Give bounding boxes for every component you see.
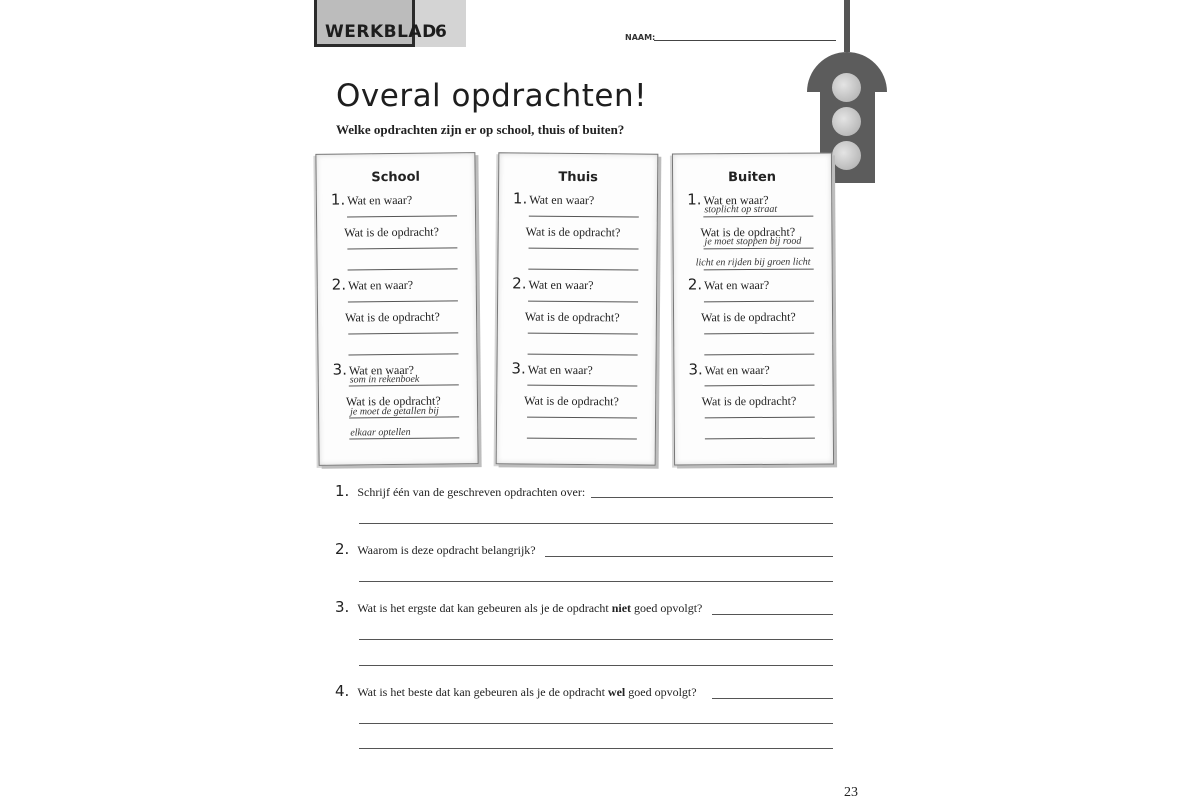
question-number: 4. (335, 682, 350, 700)
where-answer-line[interactable] (529, 216, 639, 218)
page-number: 23 (844, 785, 858, 800)
card-heading: Buiten (728, 169, 777, 186)
where-label: Wat en waar? (704, 277, 770, 293)
question-text: Schrijf één van de geschreven opdrachten over: (357, 485, 586, 499)
question-number: 1. (335, 482, 350, 500)
task-answer-line[interactable] (349, 416, 459, 418)
question-4 (335, 682, 697, 700)
task-answer-line[interactable] (528, 333, 638, 335)
question-emphasis: wel (607, 685, 626, 699)
question-text: Wat is het beste dat kan gebeuren als je de opdracht (357, 685, 608, 699)
where-answer-line[interactable] (704, 301, 814, 303)
handwritten-answer: som in rekenboek (349, 373, 420, 386)
card-item-3-where (511, 359, 592, 378)
task-answer-line[interactable] (528, 354, 638, 356)
item-number: 1. (687, 190, 702, 209)
task-answer-line[interactable] (704, 354, 814, 356)
answer-line[interactable] (712, 698, 833, 699)
card-heading: School (371, 169, 421, 186)
handwritten-answer: elkaar optellen (350, 426, 411, 439)
question-text: Wat is het ergste dat kan gebeuren als je de opdracht (357, 601, 612, 615)
card-item-2-where (688, 275, 769, 294)
card-thuis (496, 152, 659, 465)
card-item-2-where (512, 274, 593, 293)
task-answer-line[interactable] (705, 417, 815, 419)
item-number: 3. (332, 360, 348, 379)
answer-line[interactable] (712, 614, 833, 615)
question-emphasis: niet (611, 601, 632, 615)
where-answer-line[interactable] (528, 301, 638, 303)
where-label: Wat en waar? (529, 192, 595, 208)
traffic-light-lamp-bottom (832, 141, 861, 170)
handwritten-answer: licht en rijden bij groen licht (695, 256, 811, 269)
item-number: 1. (512, 189, 528, 208)
page-title: Overal opdrachten! (336, 78, 648, 114)
name-label: NAAM: (625, 33, 656, 42)
question-3 (335, 598, 702, 616)
task-label: Wat is de opdracht? (344, 224, 439, 240)
task-answer-line[interactable] (704, 269, 814, 271)
task-answer-line[interactable] (705, 438, 815, 440)
task-answer-line[interactable] (704, 333, 814, 335)
task-answer-line[interactable] (529, 248, 639, 250)
item-number: 2. (512, 274, 527, 293)
task-label: Wat is de opdracht? (701, 393, 797, 409)
task-label: Wat is de opdracht? (524, 393, 619, 409)
where-label: Wat en waar? (703, 192, 769, 208)
where-label: Wat en waar? (528, 277, 594, 293)
where-label: Wat en waar? (347, 277, 414, 293)
task-answer-line[interactable] (347, 247, 457, 249)
card-school (315, 152, 478, 466)
handwritten-answer: stoplicht op straat (704, 203, 778, 216)
where-answer-line[interactable] (705, 385, 815, 387)
task-answer-line[interactable] (348, 353, 458, 355)
answer-line[interactable] (359, 639, 833, 640)
item-number: 3. (511, 359, 526, 378)
answer-line[interactable] (591, 497, 833, 498)
item-number: 2. (331, 275, 347, 294)
task-label: Wat is de opdracht? (345, 309, 440, 325)
card-item-1-where (331, 190, 412, 209)
where-label: Wat en waar? (348, 362, 415, 378)
task-answer-line[interactable] (348, 268, 458, 270)
answer-line[interactable] (545, 556, 833, 557)
traffic-light-pole (844, 0, 850, 52)
task-answer-line[interactable] (527, 417, 637, 419)
where-label: Wat en waar? (527, 362, 593, 378)
question-text-end: goed opvolgt? (625, 685, 697, 699)
where-label: Wat en waar? (704, 362, 770, 378)
answer-line[interactable] (359, 748, 833, 749)
item-number: 3. (688, 360, 703, 379)
question-text: Waarom is deze opdracht belangrijk? (357, 543, 536, 557)
worksheet-number: 6 (435, 22, 447, 42)
task-answer-line[interactable] (349, 437, 459, 439)
task-label: Wat is de opdracht? (525, 224, 621, 240)
item-number: 1. (330, 190, 346, 209)
where-answer-line[interactable] (703, 216, 813, 218)
task-answer-line[interactable] (527, 438, 637, 440)
traffic-light-lamp-middle (832, 107, 861, 136)
answer-line[interactable] (359, 723, 833, 724)
where-answer-line[interactable] (349, 384, 459, 386)
task-label: Wat is de opdracht? (701, 309, 796, 325)
item-number: 2. (687, 275, 703, 294)
handwritten-answer: je moet de getallen bij (350, 405, 440, 418)
question-number: 3. (335, 598, 350, 616)
where-answer-line[interactable] (348, 300, 458, 302)
handwritten-answer: je moet stoppen bij rood (704, 235, 802, 248)
answer-line[interactable] (359, 581, 833, 582)
answer-line[interactable] (359, 523, 833, 524)
task-answer-line[interactable] (528, 269, 638, 271)
task-label: Wat is de opdracht? (524, 309, 620, 325)
worksheet-label: WERKBLAD (325, 22, 437, 42)
where-answer-line[interactable] (347, 215, 457, 217)
question-2 (335, 540, 536, 558)
task-label: Wat is de opdracht? (345, 393, 441, 409)
answer-line[interactable] (359, 665, 833, 666)
card-item-1-where (513, 189, 594, 208)
card-item-2-where (332, 275, 413, 294)
card-item-3-where (688, 360, 769, 379)
task-label: Wat is de opdracht? (700, 224, 796, 240)
traffic-light-lamp-top (832, 73, 861, 102)
task-answer-line[interactable] (704, 248, 814, 250)
task-answer-line[interactable] (348, 332, 458, 334)
question-text-end: goed opvolgt? (631, 601, 703, 615)
card-buiten (672, 152, 834, 465)
where-answer-line[interactable] (527, 385, 637, 387)
page-subtitle: Welke opdrachten zijn er op school, thuis of buiten? (336, 122, 625, 137)
question-number: 2. (335, 540, 350, 558)
card-heading: Thuis (558, 169, 598, 186)
name-field-line[interactable] (654, 40, 836, 41)
question-1 (335, 482, 585, 500)
where-label: Wat en waar? (347, 192, 413, 208)
